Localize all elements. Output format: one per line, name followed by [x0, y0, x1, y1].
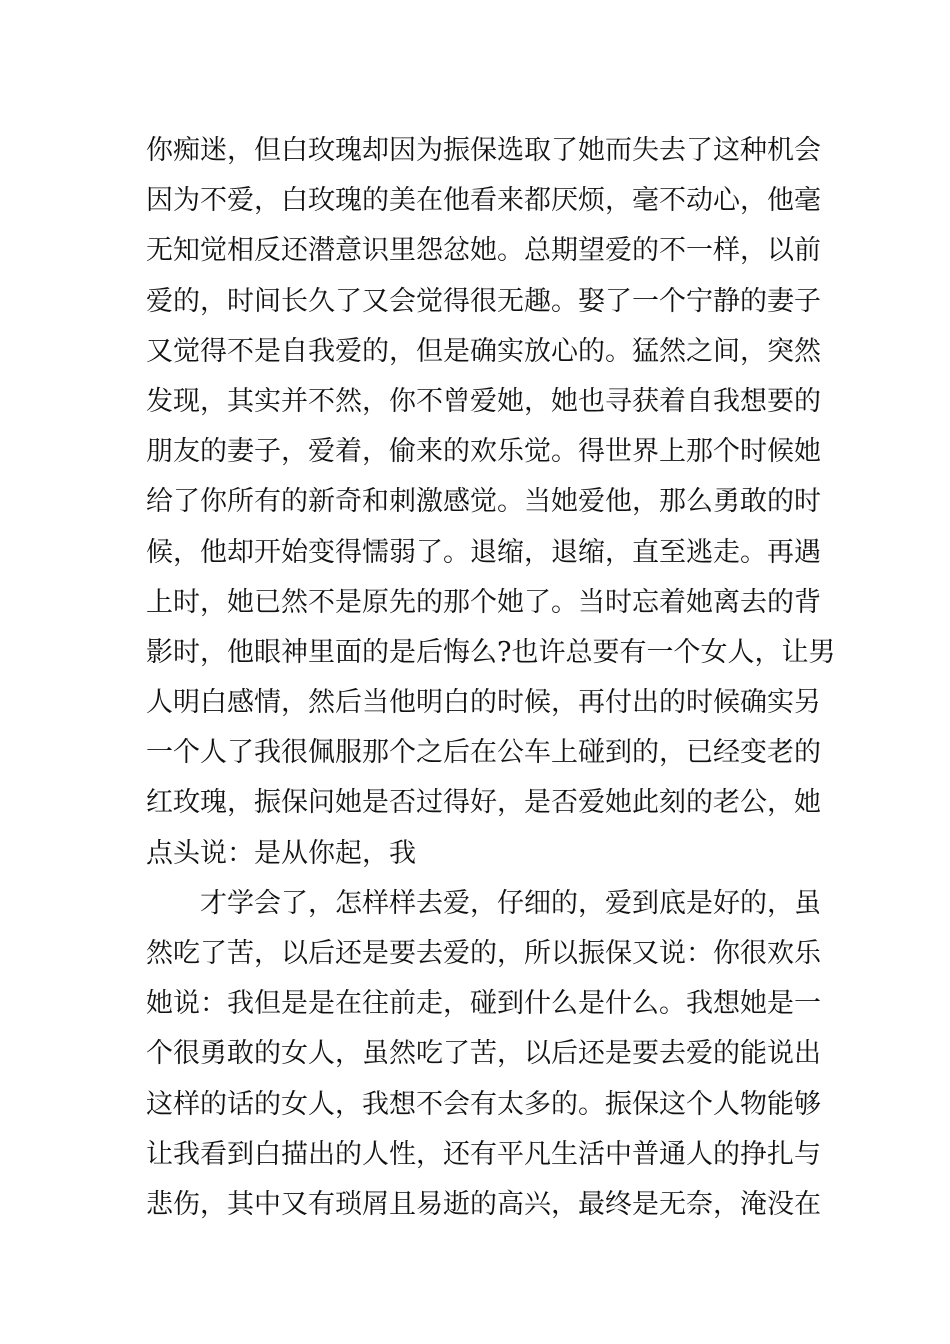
text-line: 让我看到白描出的人性，还有平凡生活中普通人的挣扎与 — [146, 1138, 821, 1170]
text-line: 你痴迷，但白玫瑰却因为振保选取了她而失去了这种机会 — [146, 135, 821, 166]
text-line: 一个人了我很佩服那个之后在公车上碰到的，已经变老的 — [146, 737, 821, 769]
text-line: 候，他却开始变得懦弱了。退缩，退缩，直至逃走。再遇 — [146, 536, 821, 568]
text-line: 给了你所有的新奇和刺激感觉。当她爱他，那么勇敢的时 — [146, 486, 821, 518]
text-line: 上时，她已然不是原先的那个她了。当时忘着她离去的背 — [146, 586, 821, 618]
text-line: 朋友的妻子，爱着，偷来的欢乐觉。得世界上那个时候她 — [146, 436, 821, 468]
text-line: 发现，其实并不然，你不曾爱她，她也寻获着自我想要的 — [146, 385, 821, 417]
text-line: 影时，他眼神里面的是后悔么?也许总要有一个女人，让男 — [146, 636, 836, 668]
body-text — [146, 126, 836, 1230]
text-line: 又觉得不是自我爱的，但是确实放心的。猛然之间，突然 — [146, 335, 821, 367]
text-line: 人明白感情，然后当他明白的时候，再付出的时候确实另 — [146, 687, 821, 719]
text-line: 然吃了苦，以后还是要去爱的，所以振保又说：你很欢乐 — [146, 938, 821, 969]
text-line: 点头说：是从你起，我 — [146, 837, 416, 869]
text-line: 才学会了，怎样样去爱，仔细的，爱到底是好的，虽 — [200, 887, 821, 919]
text-line: 爱的，时间长久了又会觉得很无趣。娶了一个宁静的妻子 — [146, 285, 821, 317]
text-line: 红玫瑰，振保问她是否过得好，是否爱她此刻的老公，她 — [146, 787, 821, 819]
paragraph-1 — [146, 126, 836, 879]
text-line: 她说：我但是是在往前走，碰到什么是什么。我想她是一 — [146, 988, 821, 1020]
text-line: 个很勇敢的女人，虽然吃了苦，以后还是要去爱的能说出 — [146, 1038, 821, 1070]
text-line: 悲伤，其中又有琐屑且易逝的高兴，最终是无奈，淹没在 — [146, 1188, 821, 1220]
text-line: 因为不爱，白玫瑰的美在他看来都厌烦，毫不动心，他毫 — [146, 185, 821, 217]
text-line: 无知觉相反还潜意识里怨忿她。总期望爱的不一样，以前 — [146, 235, 821, 267]
paragraph-2 — [146, 879, 821, 1230]
text-line: 这样的话的女人，我想不会有太多的。振保这个人物能够 — [146, 1088, 821, 1120]
